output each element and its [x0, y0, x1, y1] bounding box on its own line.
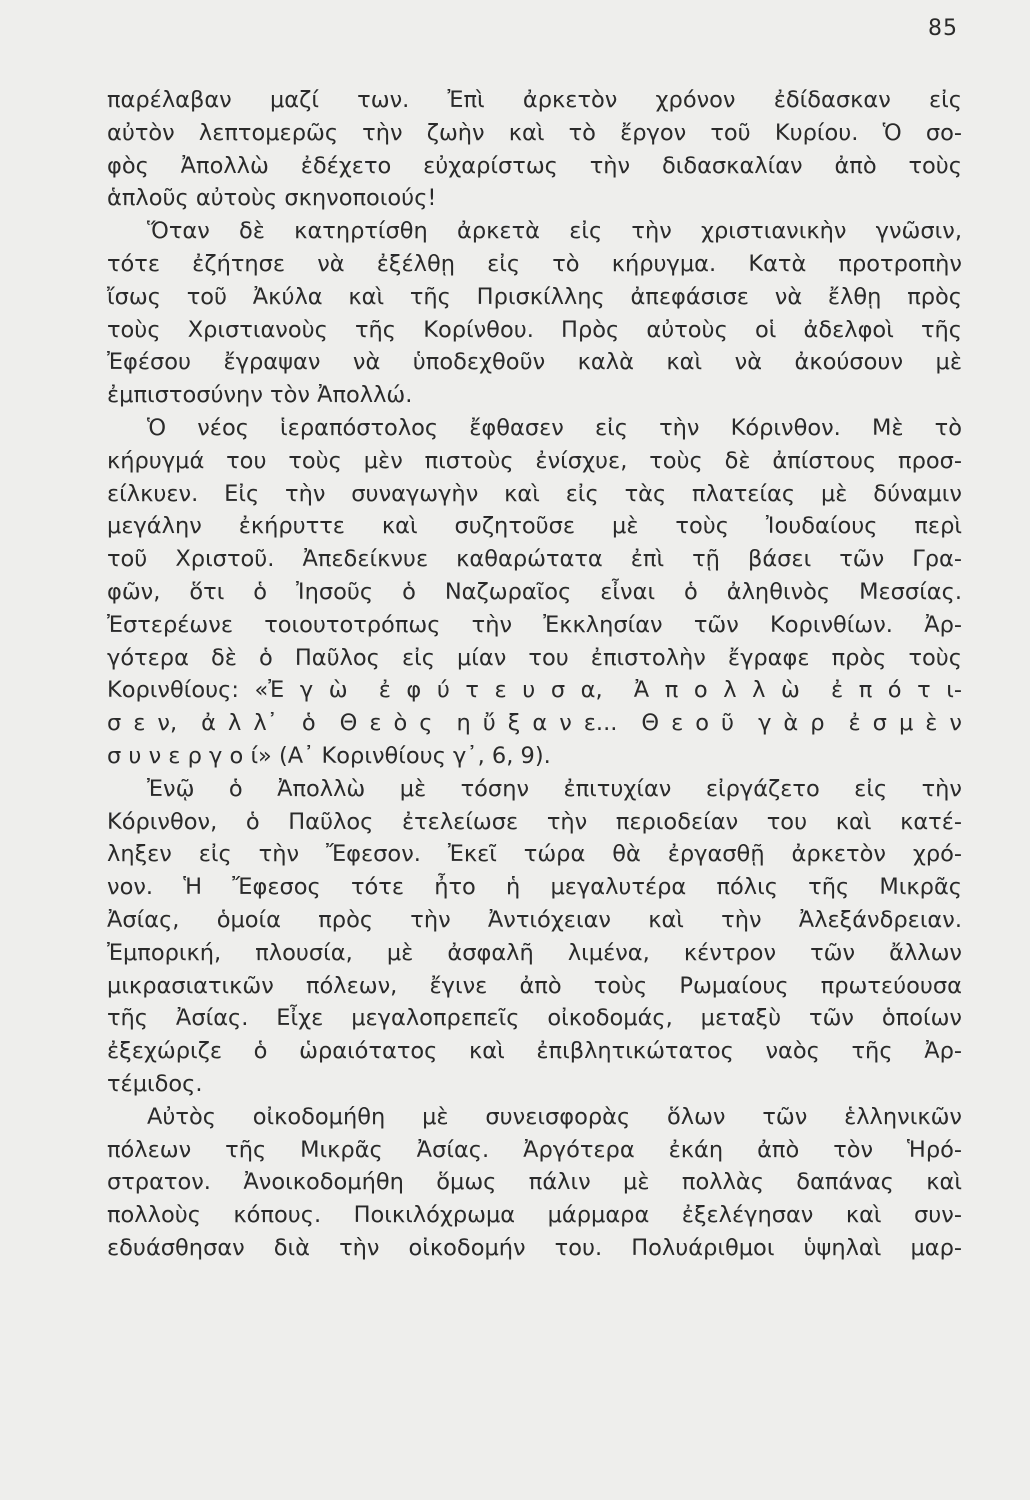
text-line: ἐξεχώριζε ὁ ὡραιότατος καὶ ἐπιβλητικώτατος ναὸς τῆς Ἀρ- [107, 1038, 962, 1065]
text-line: είλκυεν. Εἰς τὴν συναγωγὴν καὶ εἰς τὰς πλατείας μὲ δύναμιν [107, 480, 962, 507]
text-line: ἐμπιστοσύνην τὸν Ἀπολλώ. [107, 382, 413, 409]
paragraph-first-line: Ἐνῷ ὁ Ἀπολλὼ μὲ τόσην ἐπιτυχίαν εἰργάζετο εἰς τὴν [147, 775, 962, 802]
text-line: πόλεων τῆς Μικρᾶς Ἀσίας. Ἀργότερα ἐκάη ἀπὸ τὸν Ἡρό- [107, 1136, 962, 1163]
text-line: αὐτὸν λεπτομερῶς τὴν ζωὴν καὶ τὸ ἔργον τοῦ Κυρίου. Ὁ σο- [107, 119, 962, 146]
text-line: ἁπλοῦς αὐτοὺς σκηνοποιούς! [107, 185, 437, 212]
paragraph-first-line: Αὐτὸς οἰκοδομήθη μὲ συνεισφορὰς ὅλων τῶν ἑλληνικῶν [147, 1103, 962, 1130]
text-line: τοὺς Χριστιανοὺς τῆς Κορίνθου. Πρὸς αὐτοὺς οἱ ἀδελφοὶ τῆς [107, 316, 962, 343]
text-line: Κορινθίους: «Ἐ γ ὼ ἐ φ ύ τ ε υ σ α, Ἀ π ο λ λ ὼ ἐ π ό τ ι- [107, 677, 962, 704]
text-line: πολλοὺς κόπους. Ποικιλόχρωμα μάρμαρα ἐξελέγησαν καὶ συν- [107, 1202, 962, 1229]
text-line: Κόρινθον, ὁ Παῦλος ἐτελείωσε τὴν περιοδείαν του καὶ κατέ- [107, 808, 962, 835]
text-line: Ἀσίας, ὁμοία πρὸς τὴν Ἀντιόχειαν καὶ τὴν Ἀλεξάνδρειαν. [107, 906, 962, 933]
text-line: κήρυγμά του τοὺς μὲν πιστοὺς ἐνίσχυε, τοὺς δὲ ἀπίστους προσ- [107, 447, 962, 474]
text-line: Ἐφέσου ἔγραψαν νὰ ὑποδεχθοῦν καλὰ καὶ νὰ ἀκούσουν μὲ [107, 349, 962, 376]
text-line: μικρασιατικῶν πόλεων, ἔγινε ἀπὸ τοὺς Ρωμαίους πρωτεύουσα [107, 972, 962, 999]
page-number: 85 [928, 16, 958, 41]
paragraph-first-line: Ὅταν δὲ κατηρτίσθη ἀρκετὰ εἰς τὴν χριστιανικὴν γνῶσιν, [147, 218, 962, 245]
text-line: γότερα δὲ ὁ Παῦλος εἰς μίαν του ἐπιστολὴν ἔγραφε πρὸς τοὺς [107, 644, 962, 671]
text-line: τότε ἐζήτησε νὰ ἐξέλθῃ εἰς τὸ κήρυγμα. Κατὰ προτροπὴν [107, 250, 962, 277]
text-line: μεγάλην ἐκήρυττε καὶ συζητοῦσε μὲ τοὺς Ἰουδαίους περὶ [107, 513, 962, 540]
body-text [107, 84, 962, 1265]
text-line: εδυάσθησαν διὰ τὴν οἰκοδομήν του. Πολυάριθμοι ὑψηλαὶ μαρ- [107, 1234, 962, 1261]
text-line: παρέλαβαν μαζί των. Ἐπὶ ἀρκετὸν χρόνον ἐδίδασκαν εἰς [107, 87, 962, 113]
text-line: Ἐμπορική, πλουσία, μὲ ἀσφαλῆ λιμένα, κέντρον τῶν ἄλλων [107, 939, 962, 966]
text-line: στρατον. Ἀνοικοδομήθη ὅμως πάλιν μὲ πολλὰς δαπάνας καὶ [107, 1169, 962, 1196]
text-line: φῶν, ὅτι ὁ Ἰησοῦς ὁ Ναζωραῖος εἶναι ὁ ἀληθινὸς Μεσσίας. [107, 578, 962, 605]
text-line: σ υ ν ε ρ γ ο ί» (Α᾿ Κορινθίους γ᾿, 6, 9). [107, 742, 551, 769]
text-line: τέμιδος. [107, 1070, 203, 1097]
text-line: Ἐστερέωνε τοιουτοτρόπως τὴν Ἐκκλησίαν τῶν Κορινθίων. Ἀρ- [107, 611, 962, 638]
text-line: τοῦ Χριστοῦ. Ἀπεδείκνυε καθαρώτατα ἐπὶ τῇ βάσει τῶν Γρα- [107, 546, 962, 573]
text-line: φὸς Ἀπολλὼ ἐδέχετο εὐχαρίστως τὴν διδασκαλίαν ἀπὸ τοὺς [107, 152, 962, 179]
paragraph-first-line: Ὁ νέος ἱεραπόστολος ἔφθασεν εἰς τὴν Κόρινθον. Μὲ τὸ [147, 414, 962, 441]
text-line: σ ε ν, ἀ λ λ᾿ ὁ Θ ε ὸ ς η ὔ ξ α ν ε... Θ ε ο ῦ γ ὰ ρ ἐ σ μ ὲ ν [107, 710, 962, 737]
text-line: ἴσως τοῦ Ἀκύλα καὶ τῆς Πρισκίλλης ἀπεφάσισε νὰ ἔλθῃ πρὸς [107, 283, 962, 310]
text-line: ληξεν εἰς τὴν Ἔφεσον. Ἐκεῖ τώρα θὰ ἐργασθῇ ἀρκετὸν χρό- [107, 841, 962, 868]
text-line: τῆς Ἀσίας. Εἶχε μεγαλοπρεπεῖς οἰκοδομάς, μεταξὺ τῶν ὁποίων [107, 1005, 962, 1032]
text-line: νον. Ἡ Ἔφεσος τότε ἦτο ἡ μεγαλυτέρα πόλις τῆς Μικρᾶς [107, 874, 962, 901]
